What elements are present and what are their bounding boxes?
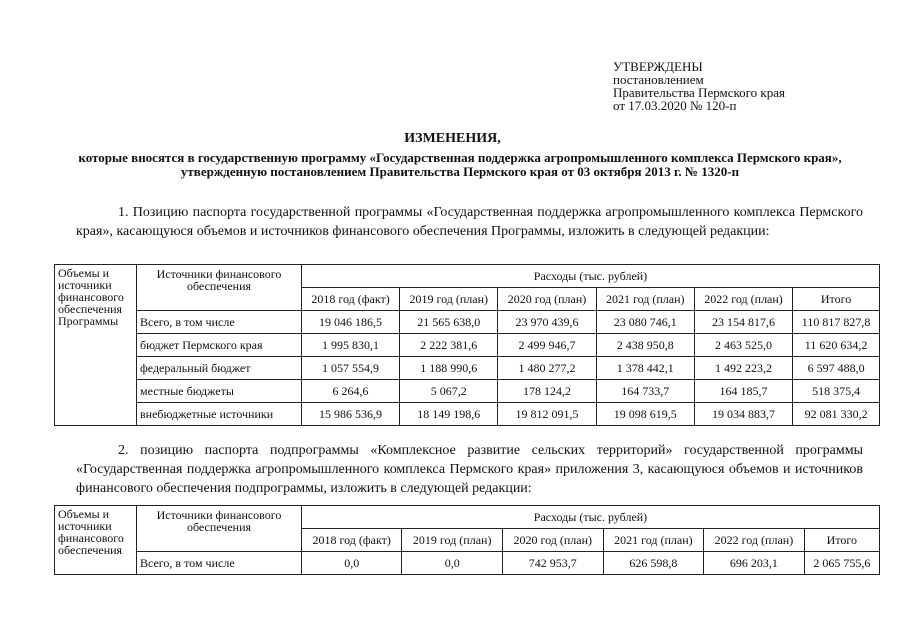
cell-value: 164 733,7 xyxy=(596,380,694,403)
table1-year-header: 2020 год (план) xyxy=(498,288,596,311)
cell-value: 1 188 990,6 xyxy=(400,357,498,380)
cell-value: 23 080 746,1 xyxy=(596,311,694,334)
cell-value: 23 154 817,6 xyxy=(694,311,792,334)
row-label: Всего, в том числе xyxy=(137,311,302,334)
cell-value: 19 098 619,5 xyxy=(596,403,694,426)
paragraph-1-text: 1. Позицию паспорта государственной программы «Государственная поддержка агропромышленного комплекса Пермского края», касающуюся объемов и источников финансового обеспечения Программы, изложить в следующей редакции: xyxy=(76,205,863,239)
table-row xyxy=(55,552,880,575)
table2-year-header: 2018 год (факт) xyxy=(302,529,402,552)
row-label: местные бюджеты xyxy=(137,380,302,403)
row-label: внебюджетные источники xyxy=(137,403,302,426)
table1-total-header: Итого xyxy=(793,288,880,311)
cell-value: 92 081 330,2 xyxy=(793,403,880,426)
cell-value: 2 222 381,6 xyxy=(400,334,498,357)
cell-value: 19 034 883,7 xyxy=(694,403,792,426)
cell-value: 15 986 536,9 xyxy=(302,403,400,426)
cell-value: 518 375,4 xyxy=(793,380,880,403)
row-label: бюджет Пермского края xyxy=(137,334,302,357)
approval-line-3: Правительства Пермского края xyxy=(613,85,785,100)
cell-value: 178 124,2 xyxy=(498,380,596,403)
table1-year-header: 2019 год (план) xyxy=(400,288,498,311)
cell-value: 1 492 223,2 xyxy=(694,357,792,380)
cell-value: 0,0 xyxy=(302,552,402,575)
cell-value: 626 598,8 xyxy=(603,552,704,575)
table2-year-header: 2021 год (план) xyxy=(603,529,704,552)
cell-value: 742 953,7 xyxy=(502,552,603,575)
cell-value: 2 065 755,6 xyxy=(804,552,879,575)
table-row xyxy=(55,311,880,334)
cell-value: 1 378 442,1 xyxy=(596,357,694,380)
approval-line-4: от 17.03.2020 № 120-п xyxy=(613,98,737,113)
cell-value: 1 995 830,1 xyxy=(302,334,400,357)
table-row xyxy=(55,403,880,426)
row-label: Всего, в том числе xyxy=(137,552,302,575)
cell-value: 1 480 277,2 xyxy=(498,357,596,380)
cell-value: 0,0 xyxy=(402,552,503,575)
table2-sources-header: Источники финансового обеспечения xyxy=(137,506,302,552)
table1-col1-header: Объемы и источники финансового обеспечения Программы xyxy=(55,265,137,426)
cell-value: 18 149 198,6 xyxy=(400,403,498,426)
cell-value: 11 620 634,2 xyxy=(793,334,880,357)
table2-year-header: 2019 год (план) xyxy=(402,529,503,552)
cell-value: 23 970 439,6 xyxy=(498,311,596,334)
table2-year-header: 2020 год (план) xyxy=(502,529,603,552)
paragraph-1 xyxy=(76,203,863,241)
cell-value: 5 067,2 xyxy=(400,380,498,403)
table2-total-header: Итого xyxy=(804,529,879,552)
cell-value: 2 499 946,7 xyxy=(498,334,596,357)
table-row xyxy=(55,357,880,380)
table1-year-header: 2021 год (план) xyxy=(596,288,694,311)
table1-year-header: 2022 год (план) xyxy=(694,288,792,311)
paragraph-2-text: 2. позицию паспорта подпрограммы «Комплексное развитие сельских территорий» государственной программы «Государственная поддержка агропромышленного комплекса Пермского края» приложения 3, касающуюся объемов и источников финансового обеспечения подпрограммы, изложить в следующей редакции: xyxy=(76,443,863,496)
cell-value: 164 185,7 xyxy=(694,380,792,403)
paragraph-2 xyxy=(76,441,863,498)
funding-table-program xyxy=(54,264,880,426)
table1-expenses-header: Расходы (тыс. рублей) xyxy=(302,265,880,288)
cell-value: 2 438 950,8 xyxy=(596,334,694,357)
cell-value: 2 463 525,0 xyxy=(694,334,792,357)
cell-value: 110 817 827,8 xyxy=(793,311,880,334)
approval-block xyxy=(613,60,785,112)
approval-line-1: УТВЕРЖДЕНЫ xyxy=(613,59,703,74)
table-row xyxy=(55,334,880,357)
approval-line-2: постановлением xyxy=(613,72,704,87)
table1-year-header: 2018 год (факт) xyxy=(302,288,400,311)
document-subtitle: которые вносятся в государственную программу «Государственная поддержка агропромышленного комплекса Пермского края», утвержденную постановлением Правительства Пермского края от 03 октября 2013 г. № 1320-п xyxy=(78,150,842,179)
table1-sources-header: Источники финансового обеспечения xyxy=(137,265,302,311)
table2-col1-header: Объемы и источники финансового обеспечения xyxy=(55,506,137,575)
table2-expenses-header: Расходы (тыс. рублей) xyxy=(302,506,880,529)
funding-table-subprogram xyxy=(54,505,880,575)
table-row xyxy=(55,380,880,403)
cell-value: 6 264,6 xyxy=(302,380,400,403)
cell-value: 1 057 554,9 xyxy=(302,357,400,380)
cell-value: 19 046 186,5 xyxy=(302,311,400,334)
document-title: ИЗМЕНЕНИЯ, xyxy=(404,131,501,146)
cell-value: 6 597 488,0 xyxy=(793,357,880,380)
table2-year-header: 2022 год (план) xyxy=(704,529,805,552)
row-label: федеральный бюджет xyxy=(137,357,302,380)
cell-value: 21 565 638,0 xyxy=(400,311,498,334)
cell-value: 19 812 091,5 xyxy=(498,403,596,426)
cell-value: 696 203,1 xyxy=(704,552,805,575)
